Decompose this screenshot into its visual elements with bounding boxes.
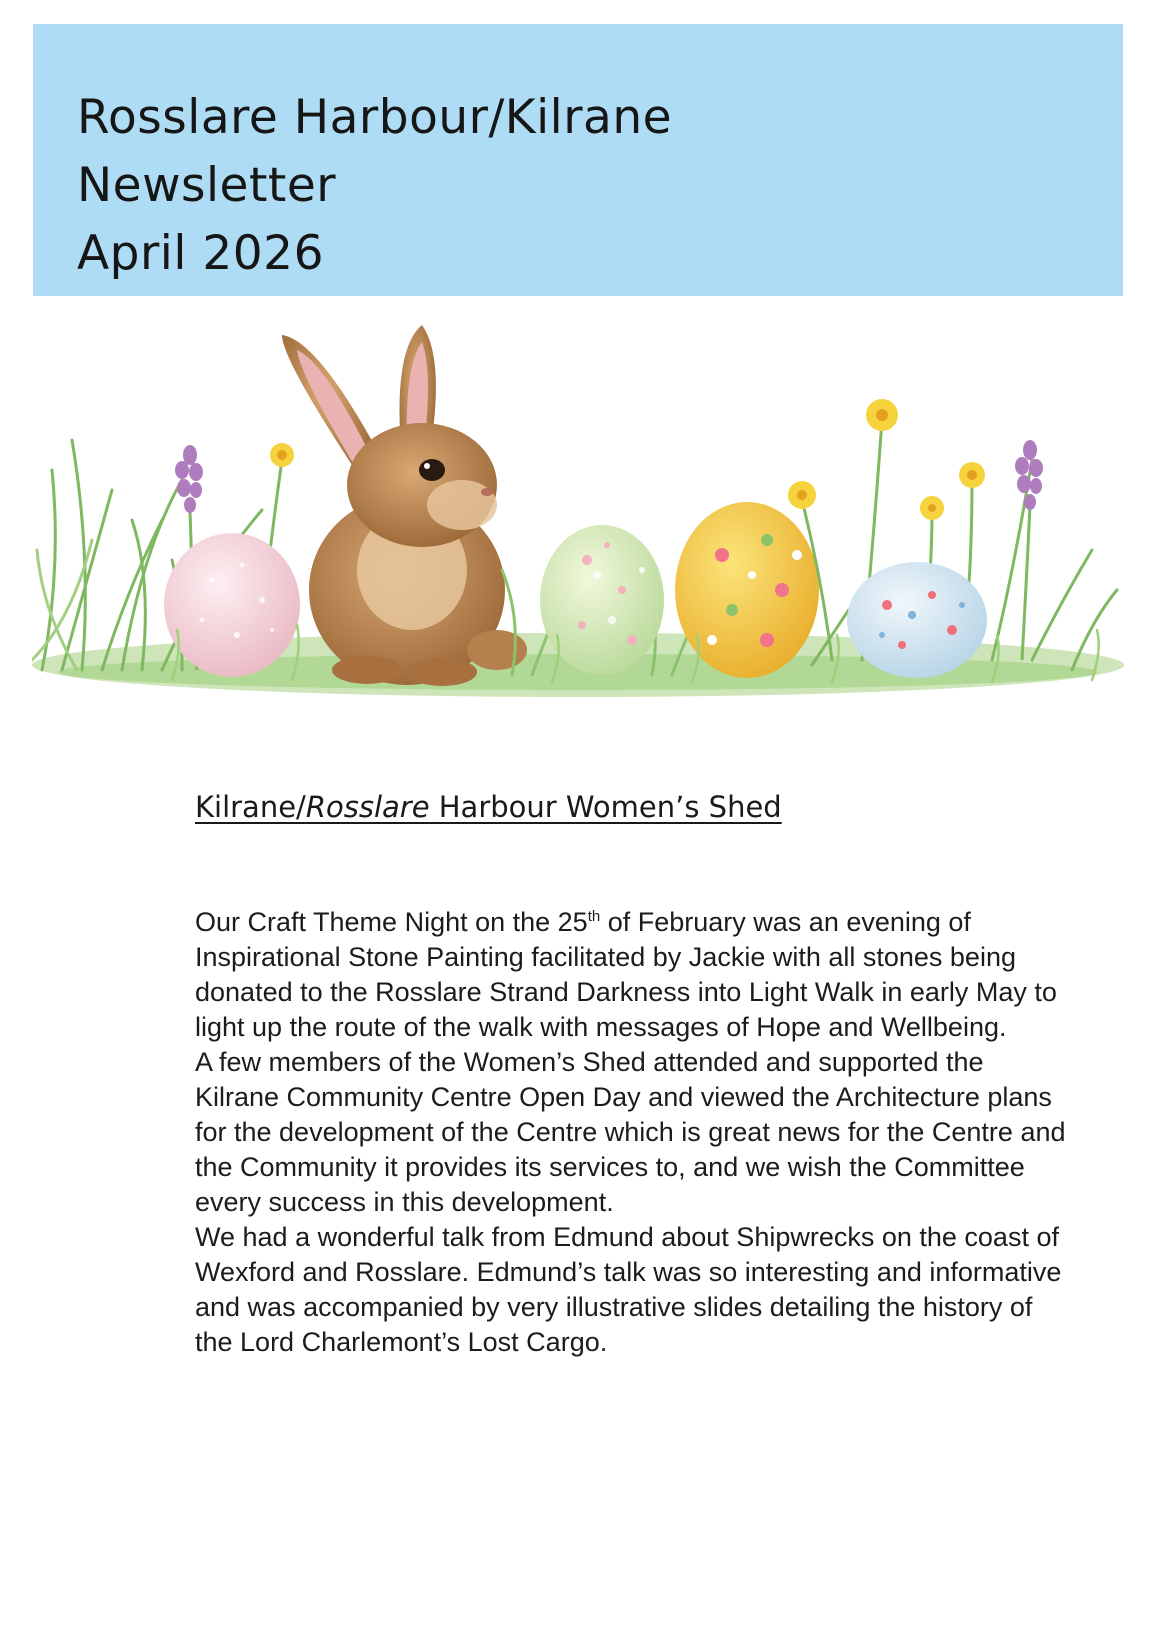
paragraph-open-day: A few members of the Women’s Shed attended and supported the Kilrane Community Centre Open Day and viewed the Architecture plans for the development of the Centre which is great news for the Centre and the Community it provides its services to, and we wish the Committee every success in this development.	[195, 1047, 1066, 1217]
bunny-eye	[419, 459, 445, 481]
pink-egg	[164, 533, 300, 677]
blue-egg	[847, 562, 987, 678]
heading-italic: Rosslare	[305, 790, 430, 824]
paragraph-craft-night	[195, 905, 1075, 1045]
header-subtitle: Newsletter	[77, 158, 337, 213]
newsletter-header	[33, 24, 1123, 296]
bunny	[282, 325, 527, 686]
article-body	[195, 905, 1075, 1360]
heading-part-1: Kilrane/	[195, 790, 306, 824]
section-heading	[195, 790, 782, 824]
header-date: April 2026	[77, 226, 324, 281]
easter-bunny-eggs-illustration	[32, 320, 1124, 720]
header-title: Rosslare Harbour/Kilrane	[77, 90, 673, 145]
p1-text-b: of February was an evening of Inspirational Stone Painting facilitated by Jackie with all stones being donated to the Rosslare Strand Darkness into Light Walk in early May to light up the route of the walk with messages of Hope and Wellbeing.	[195, 907, 1057, 1042]
heading-part-2: Harbour Women’s Shed	[429, 790, 782, 824]
yellow-egg	[675, 502, 819, 678]
paragraph-shipwrecks-talk: We had a wonderful talk from Edmund about Shipwrecks on the coast of Wexford and Rosslare. Edmund’s talk was so interesting and informative and was accompanied by very illustrative slides detailing the history of the Lord Charlemont’s Lost Cargo.	[195, 1222, 1062, 1357]
p1-text-a: Our Craft Theme Night on the 25	[195, 907, 588, 937]
p1-superscript: th	[587, 908, 601, 925]
